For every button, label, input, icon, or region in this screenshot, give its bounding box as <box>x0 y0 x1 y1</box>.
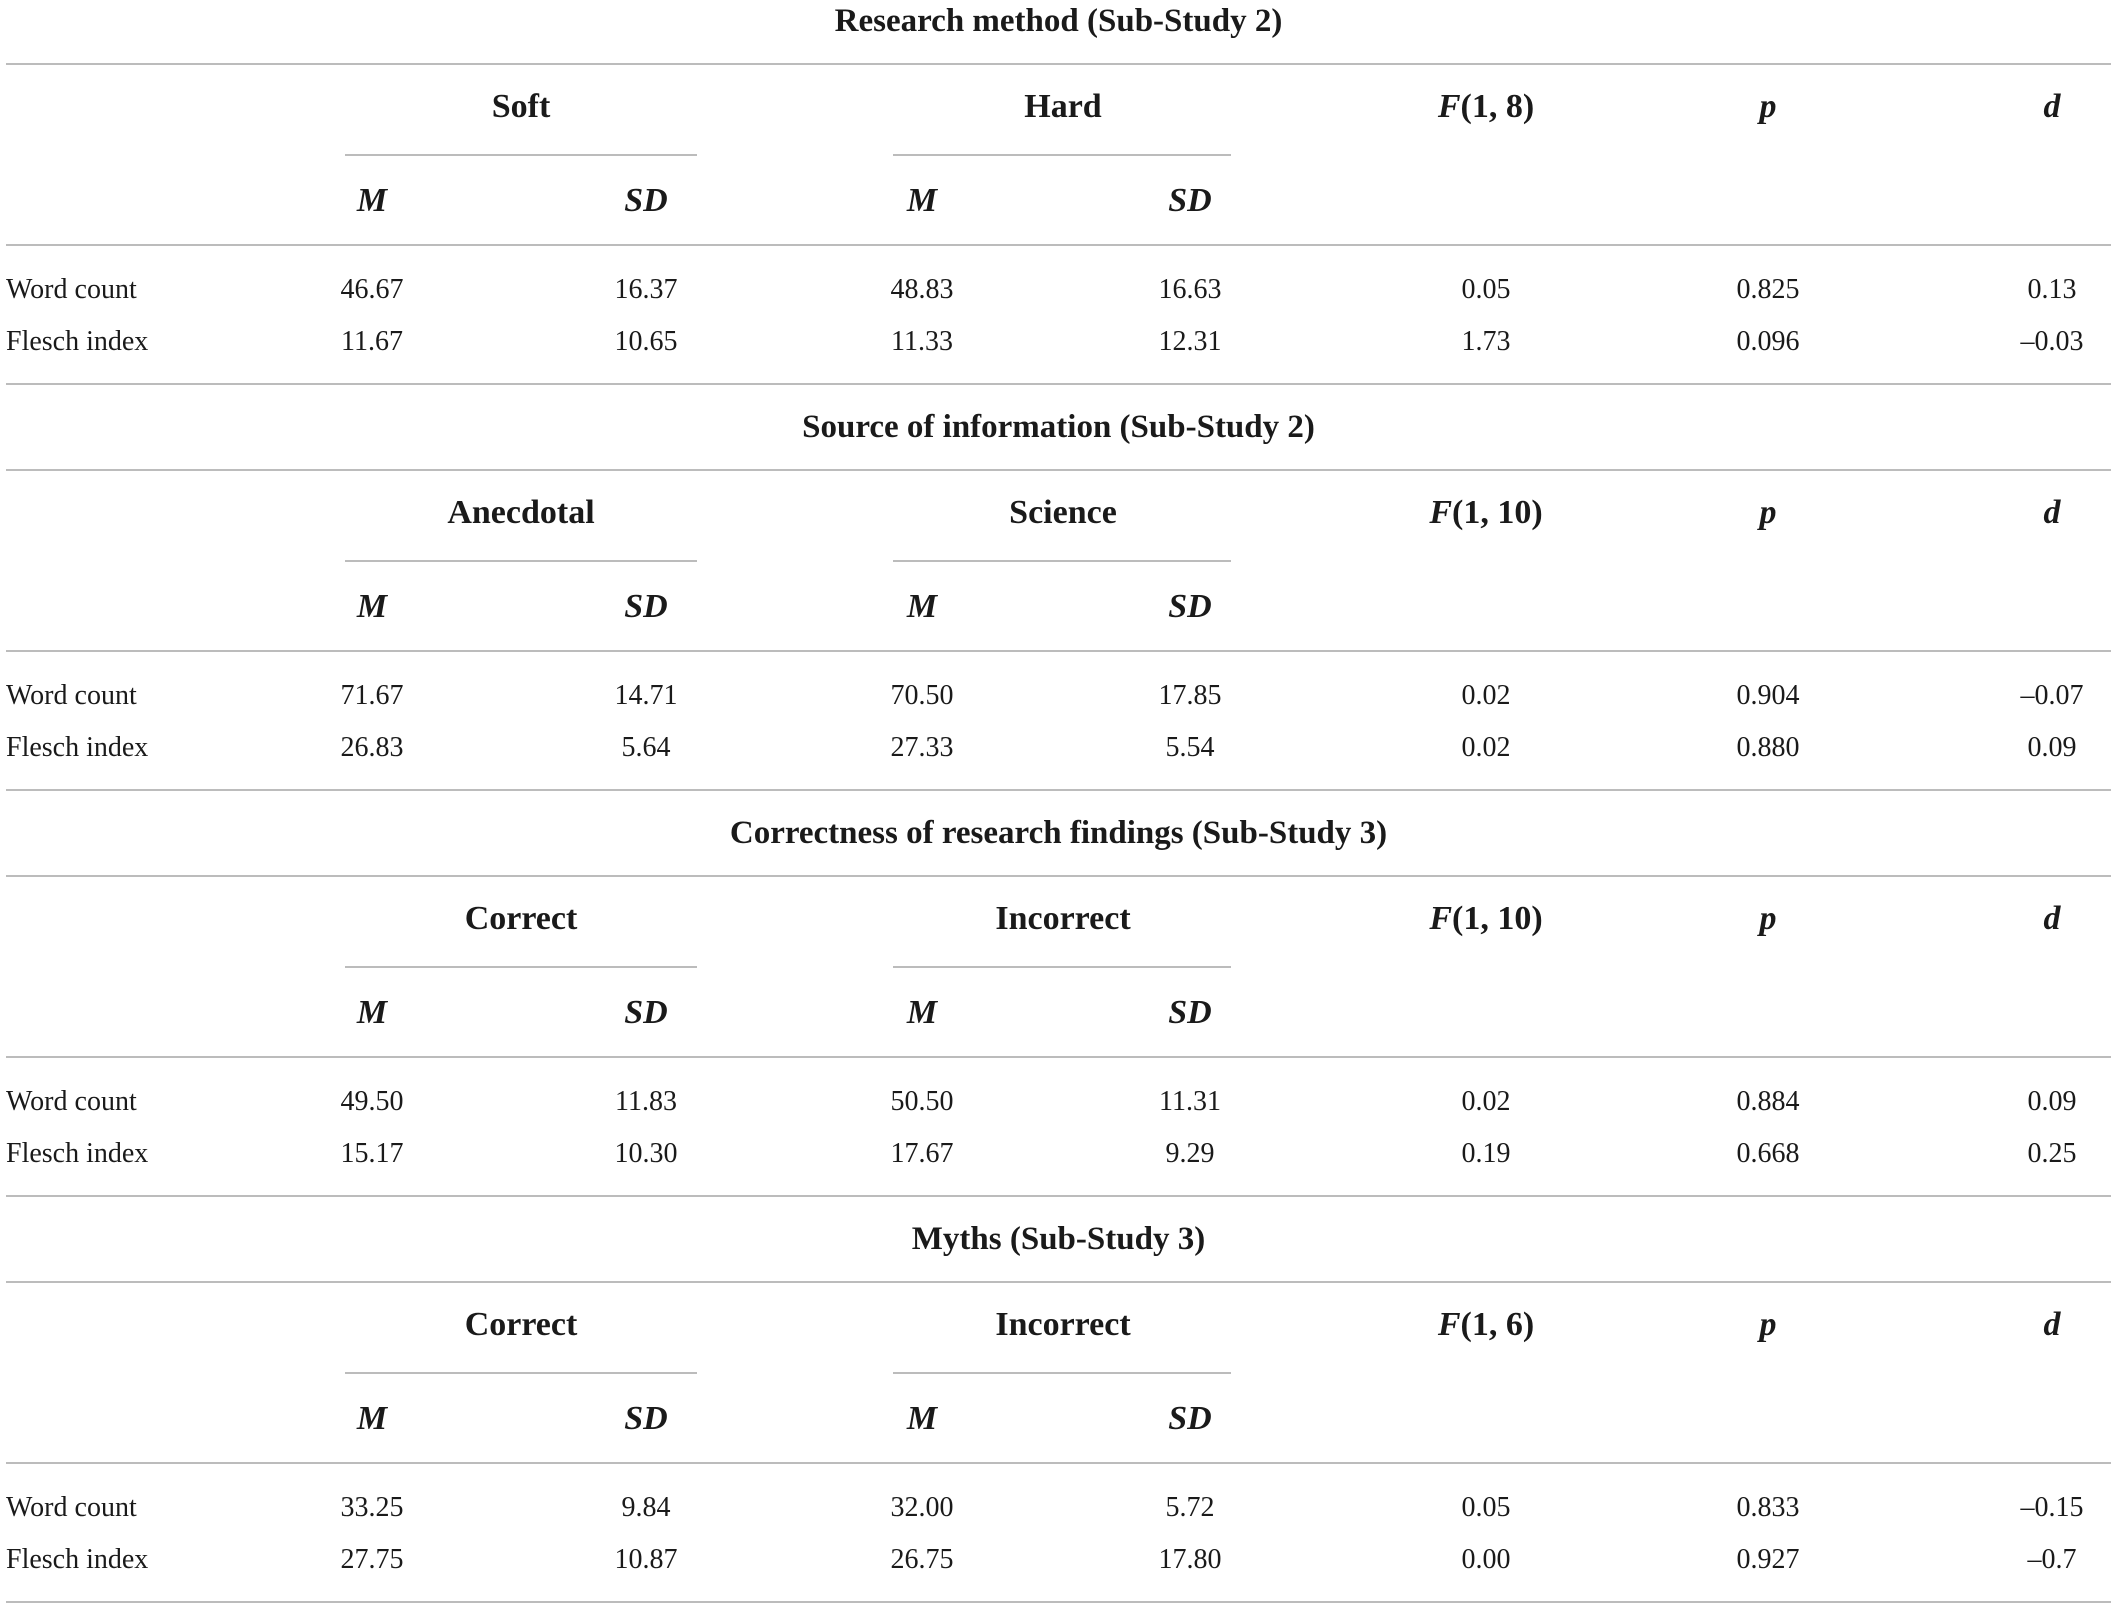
effect-size-header: d <box>2043 1306 2061 1343</box>
group-b-sd-header: SD <box>1168 1400 1212 1437</box>
group-b-mean-cell: 70.50 <box>890 680 954 711</box>
p-value-cell: 0.880 <box>1736 732 1800 763</box>
group-b-mean-cell: 11.33 <box>891 326 953 357</box>
group-b-sd-header: SD <box>1168 588 1212 625</box>
group-a-mean-header: M <box>356 588 388 625</box>
group-a-mean-header: M <box>356 182 388 219</box>
f-letter: F <box>1437 1306 1461 1343</box>
f-statistic-cell: 0.02 <box>1461 1086 1511 1117</box>
section-title-rule <box>6 469 2111 471</box>
group-b-sd-header: SD <box>1168 994 1212 1031</box>
f-letter: F <box>1437 88 1461 125</box>
row-label: Flesch index <box>6 732 149 763</box>
group-a-mean-cell: 46.67 <box>340 274 404 305</box>
p-value-cell: 0.927 <box>1736 1544 1800 1575</box>
group-a-mean-cell: 49.50 <box>340 1086 404 1117</box>
group-a-underline <box>345 154 697 156</box>
f-degrees-of-freedom: (1, 6) <box>1460 1306 1535 1343</box>
group-a-sd-cell: 9.84 <box>621 1492 671 1523</box>
effect-size-header: d <box>2043 900 2061 937</box>
group-b-header: Hard <box>1024 88 1102 125</box>
p-value-header: p <box>1759 494 1777 531</box>
group-b-sd-cell: 17.85 <box>1158 680 1222 711</box>
group-a-mean-cell: 26.83 <box>340 732 404 763</box>
group-a-sd-cell: 10.65 <box>614 326 678 357</box>
header-rule <box>6 650 2111 652</box>
group-a-sd-cell: 10.87 <box>614 1544 678 1575</box>
group-b-sd-cell: 17.80 <box>1158 1544 1222 1575</box>
group-a-sd-cell: 10.30 <box>614 1138 678 1169</box>
row-label: Word count <box>6 274 137 305</box>
section-title: Source of information (Sub-Study 2) <box>802 409 1315 445</box>
group-a-header: Anecdotal <box>447 494 595 531</box>
group-b-sd-cell: 5.72 <box>1165 1492 1215 1523</box>
section-bottom-rule <box>6 789 2111 791</box>
group-b-underline <box>893 154 1231 156</box>
group-b-sd-cell: 5.54 <box>1165 732 1215 763</box>
f-letter: F <box>1429 900 1453 937</box>
group-b-sd-cell: 12.31 <box>1158 326 1222 357</box>
group-b-mean-header: M <box>906 588 938 625</box>
effect-size-cell: –0.7 <box>2027 1544 2077 1575</box>
section-title-rule <box>6 63 2111 65</box>
section-bottom-rule <box>6 1601 2111 1603</box>
group-a-underline <box>345 560 697 562</box>
p-value-header: p <box>1759 900 1777 937</box>
group-b-mean-cell: 32.00 <box>890 1492 954 1523</box>
p-value-cell: 0.884 <box>1736 1086 1800 1117</box>
effect-size-cell: 0.25 <box>2027 1138 2077 1169</box>
section-bottom-rule <box>6 383 2111 385</box>
f-degrees-of-freedom: (1, 10) <box>1452 494 1543 531</box>
group-b-mean-cell: 26.75 <box>890 1544 954 1575</box>
group-b-sd-header: SD <box>1168 182 1212 219</box>
f-statistic-cell: 0.02 <box>1461 680 1511 711</box>
group-b-mean-cell: 48.83 <box>890 274 954 305</box>
group-b-mean-header: M <box>906 182 938 219</box>
header-rule <box>6 1056 2111 1058</box>
group-a-mean-header: M <box>356 994 388 1031</box>
group-b-mean-header: M <box>906 1400 938 1437</box>
group-b-underline <box>893 966 1231 968</box>
f-statistic-cell: 0.00 <box>1461 1544 1511 1575</box>
group-a-sd-header: SD <box>624 994 668 1031</box>
effect-size-cell: 0.13 <box>2027 274 2077 305</box>
group-a-mean-cell: 71.67 <box>340 680 404 711</box>
group-a-sd-header: SD <box>624 588 668 625</box>
group-a-header: Correct <box>464 1306 578 1343</box>
f-statistic-header <box>1438 1305 1534 1345</box>
f-degrees-of-freedom: (1, 8) <box>1460 88 1535 125</box>
header-rule <box>6 1462 2111 1464</box>
group-b-mean-cell: 27.33 <box>890 732 954 763</box>
effect-size-cell: 0.09 <box>2027 732 2077 763</box>
group-b-header: Science <box>1009 494 1117 531</box>
effect-size-cell: 0.09 <box>2027 1086 2077 1117</box>
group-a-header: Correct <box>464 900 578 937</box>
group-a-underline <box>345 1372 697 1374</box>
row-label: Flesch index <box>6 326 149 357</box>
f-statistic-header <box>1429 899 1542 939</box>
effect-size-cell: –0.03 <box>2020 326 2084 357</box>
group-a-sd-cell: 11.83 <box>615 1086 677 1117</box>
f-letter: F <box>1429 494 1453 531</box>
f-statistic-cell: 0.19 <box>1461 1138 1511 1169</box>
section-title-rule <box>6 1281 2111 1283</box>
section-title: Myths (Sub-Study 3) <box>911 1221 1206 1257</box>
f-statistic-cell: 0.05 <box>1461 274 1511 305</box>
group-b-header: Incorrect <box>995 1306 1131 1343</box>
f-degrees-of-freedom: (1, 10) <box>1452 900 1543 937</box>
effect-size-cell: –0.15 <box>2020 1492 2084 1523</box>
group-b-mean-header: M <box>906 994 938 1031</box>
p-value-cell: 0.833 <box>1736 1492 1800 1523</box>
group-a-mean-header: M <box>356 1400 388 1437</box>
p-value-cell: 0.668 <box>1736 1138 1800 1169</box>
section-title: Correctness of research findings (Sub-Study 3) <box>729 815 1388 851</box>
header-rule <box>6 244 2111 246</box>
group-a-sd-cell: 14.71 <box>614 680 678 711</box>
row-label: Word count <box>6 1492 137 1523</box>
group-b-mean-cell: 50.50 <box>890 1086 954 1117</box>
effect-size-header: d <box>2043 88 2061 125</box>
section-title: Research method (Sub-Study 2) <box>834 3 1283 39</box>
row-label: Word count <box>6 1086 137 1117</box>
group-a-sd-cell: 5.64 <box>621 732 671 763</box>
group-b-underline <box>893 1372 1231 1374</box>
group-b-sd-cell: 9.29 <box>1165 1138 1215 1169</box>
group-b-mean-cell: 17.67 <box>890 1138 954 1169</box>
effect-size-cell: –0.07 <box>2020 680 2084 711</box>
group-b-sd-cell: 16.63 <box>1158 274 1222 305</box>
group-a-underline <box>345 966 697 968</box>
group-b-sd-cell: 11.31 <box>1159 1086 1221 1117</box>
f-statistic-cell: 0.02 <box>1461 732 1511 763</box>
row-label: Word count <box>6 680 137 711</box>
group-a-sd-header: SD <box>624 182 668 219</box>
group-a-mean-cell: 27.75 <box>340 1544 404 1575</box>
group-b-underline <box>893 560 1231 562</box>
row-label: Flesch index <box>6 1138 149 1169</box>
f-statistic-header <box>1429 493 1542 533</box>
f-statistic-cell: 1.73 <box>1461 326 1511 357</box>
section-bottom-rule <box>6 1195 2111 1197</box>
section-title-rule <box>6 875 2111 877</box>
p-value-cell: 0.096 <box>1736 326 1800 357</box>
f-statistic-header <box>1438 87 1534 127</box>
row-label: Flesch index <box>6 1544 149 1575</box>
group-a-header: Soft <box>491 88 551 125</box>
group-a-mean-cell: 11.67 <box>341 326 403 357</box>
effect-size-header: d <box>2043 494 2061 531</box>
group-a-mean-cell: 33.25 <box>340 1492 404 1523</box>
group-b-header: Incorrect <box>995 900 1131 937</box>
group-a-mean-cell: 15.17 <box>340 1138 404 1169</box>
p-value-header: p <box>1759 88 1777 125</box>
f-statistic-cell: 0.05 <box>1461 1492 1511 1523</box>
p-value-cell: 0.825 <box>1736 274 1800 305</box>
group-a-sd-cell: 16.37 <box>614 274 678 305</box>
group-a-sd-header: SD <box>624 1400 668 1437</box>
p-value-header: p <box>1759 1306 1777 1343</box>
p-value-cell: 0.904 <box>1736 680 1800 711</box>
